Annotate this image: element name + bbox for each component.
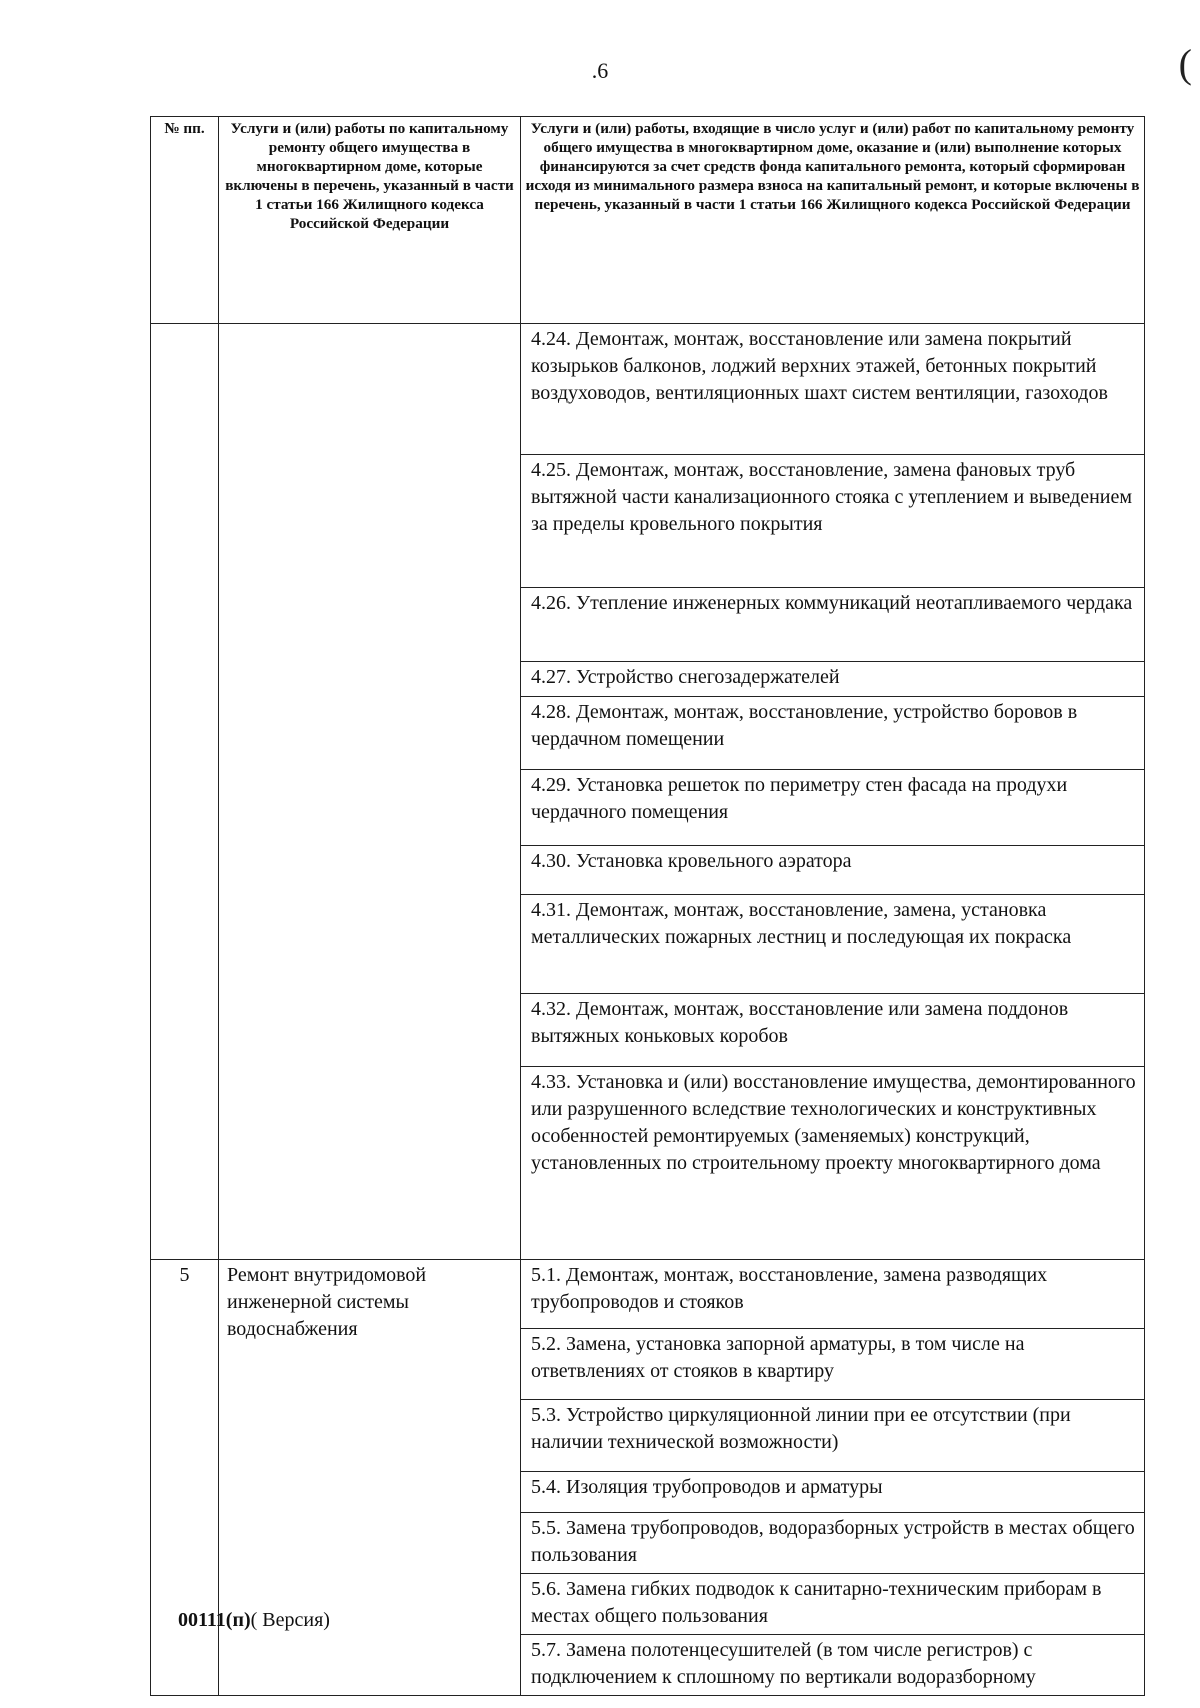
footer-version: ( Версия) [250, 1609, 330, 1631]
table-body [151, 324, 1145, 1696]
service-item-cell: 4.27. Устройство снегозадержателей [521, 662, 1145, 697]
scan-edge-mark: ( [1178, 41, 1192, 86]
table-row [151, 324, 1145, 455]
service-item-cell: 5.6. Замена гибких подводок к санитарно-техническим приборам в местах общего пользования [521, 1574, 1145, 1635]
footer-doc-code: 00111(п) [178, 1609, 251, 1631]
service-item-cell: 4.31. Демонтаж, монтаж, восстановление, замена, установка металлических пожарных лестниц и последующая их покраска [521, 895, 1145, 994]
table-row [151, 1260, 1145, 1329]
service-item-cell: 5.2. Замена, установка запорной арматуры, в том числе на ответвлениях от стояков в квартиру [521, 1329, 1145, 1400]
service-item-cell: 4.24. Демонтаж, монтаж, восстановление или замена покрытий козырьков балконов, лоджий верхних этажей, бетонных покрытий воздуховодов, вентиляционных шахт систем вентиляции, газоходов [521, 324, 1145, 455]
work-name-cell [219, 324, 521, 1260]
page-number: .6 [591, 58, 609, 83]
service-item-cell: 4.26. Утепление инженерных коммуникаций неотапливаемого чердака [521, 588, 1145, 662]
services-table [150, 116, 1145, 1696]
service-item-cell: 4.33. Установка и (или) восстановление имущества, демонтированного или разрушенного вследствие технологических и конструктивных особенностей ремонтируемых (заменяемых) конструкций, установленных по строительному проекту многоквартирного дома [521, 1067, 1145, 1260]
header-number: № пп. [151, 117, 219, 324]
row-number-cell [151, 324, 219, 1260]
service-item-cell: 5.1. Демонтаж, монтаж, восстановление, замена разводящих трубопроводов и стояков [521, 1260, 1145, 1329]
header-work: Услуги и (или) работы по капитальному ремонту общего имущества в многоквартирном доме, которые включены в перечень, указанный в части 1 статьи 166 Жилищного кодекса Российской Федерации [219, 117, 521, 324]
service-item-cell: 4.29. Установка решеток по периметру стен фасада на продухи чердачного помещения [521, 770, 1145, 846]
service-item-cell: 5.4. Изоляция трубопроводов и арматуры [521, 1472, 1145, 1513]
footer-code [178, 1609, 330, 1632]
service-item-cell: 4.28. Демонтаж, монтаж, восстановление, устройство боровов в чердачном помещении [521, 697, 1145, 770]
service-item-cell: 5.5. Замена трубопроводов, водоразборных устройств в местах общего пользования [521, 1513, 1145, 1574]
service-item-cell: 5.3. Устройство циркуляционной линии при ее отсутствии (при наличии технической возможности) [521, 1400, 1145, 1472]
service-item-cell: 4.30. Установка кровельного аэратора [521, 846, 1145, 895]
service-item-cell: 4.25. Демонтаж, монтаж, восстановление, замена фановых труб вытяжной части канализационного стояка с утеплением и выведением за пределы кровельного покрытия [521, 455, 1145, 588]
service-item-cell: 5.7. Замена полотенцесушителей (в том числе регистров) с подключением к сплошному по вертикали водоразборному [521, 1635, 1145, 1696]
work-name-cell: Ремонт внутридомовой инженерной системы водоснабжения [219, 1260, 521, 1696]
table-header-row [151, 117, 1145, 324]
row-number-cell: 5 [151, 1260, 219, 1696]
service-item-cell: 4.32. Демонтаж, монтаж, восстановление или замена поддонов вытяжных коньковых коробов [521, 994, 1145, 1067]
header-detail: Услуги и (или) работы, входящие в число услуг и (или) работ по капитальному ремонту общего имущества в многоквартирном доме, оказание и (или) выполнение которых финансируются за счет средств фонда капитального ремонта, который сформирован исходя из минимального размера взноса на капитальный ремонт, и которые включены в перечень, указанный в части 1 статьи 166 Жилищного кодекса Российской Федерации [521, 117, 1145, 324]
